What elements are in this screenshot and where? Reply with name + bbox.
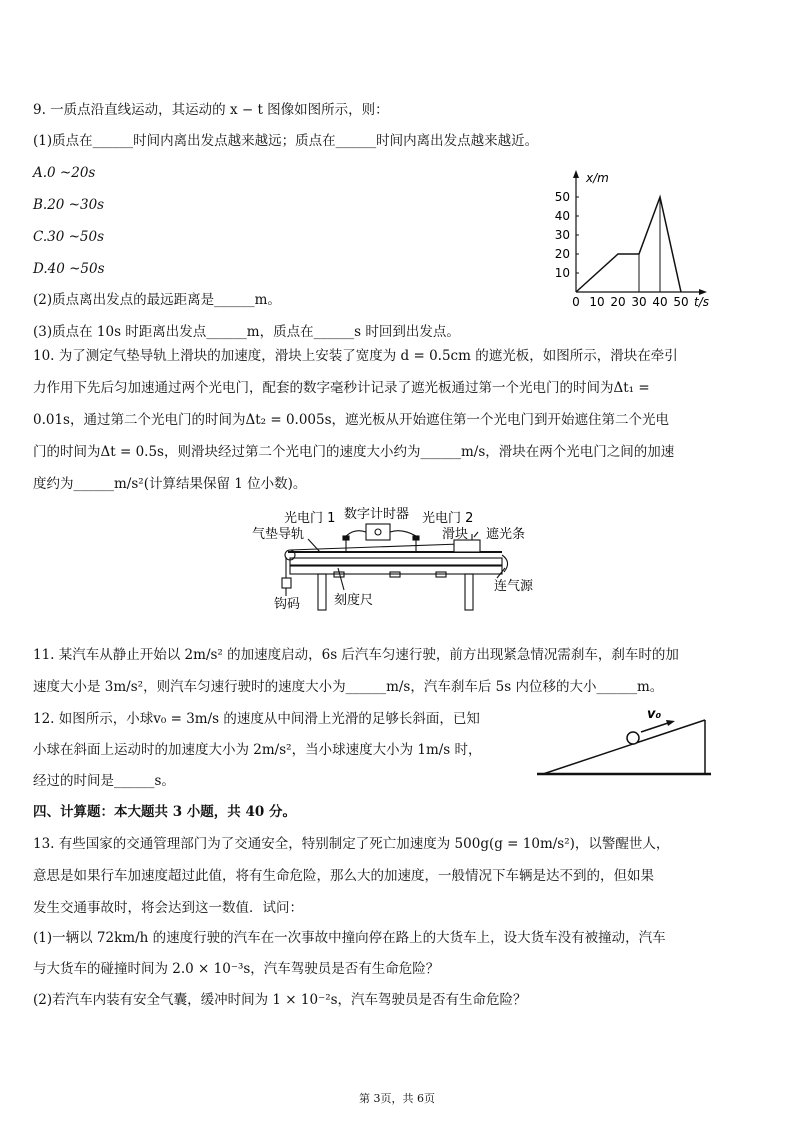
rail-label: 气垫导轨	[252, 527, 305, 542]
q9-option-b: B.20 ~30s	[33, 197, 105, 213]
q9-part1: (1)质点在______时间内离出发点越来越远；质点在______时间内离出发点越来越近。	[33, 133, 539, 149]
q10-line2: 力作用下先后匀加速通过两个光电门，配套的数字毫秒计记录了遮光板通过第一个光电门的时间为Δt₁ =	[33, 380, 650, 396]
q10-line1: 10. 为了测定气垫导轨上滑块的加速度，滑块上安装了宽度为 d = 0.5cm 的遮光板，如图所示，滑块在牵引	[33, 348, 678, 364]
q9-part2: (2)质点离出发点的最远距离是______m。	[33, 292, 281, 308]
q13-line6: (2)若汽车内装有安全气囊，缓冲时间为 1 × 10⁻²s，汽车驾驶员是否有生命危险？	[33, 992, 527, 1008]
y-tick-label: 40	[554, 209, 570, 223]
air-track-figure	[250, 506, 560, 616]
q12-line3: 经过的时间是______s。	[33, 773, 175, 789]
x-tick-label: 10	[589, 295, 605, 309]
q9-part3: (3)质点在 10s 时距离出发点______m，质点在______s 时回到出发点。	[33, 324, 460, 340]
y-tick-label: 50	[554, 190, 570, 204]
xt-series-line	[576, 197, 681, 292]
q13-line1: 13. 有些国家的交通管理部门为了交通安全，特别制定了死亡加速度为 500g(g = 10m/s²)，以警醒世人，	[33, 836, 670, 852]
q9-option-a: A.0 ~20s	[33, 165, 96, 181]
x-tick-label: 20	[610, 295, 626, 309]
q13-line3: 发生交通事故时，将会达到这一数值．试问：	[33, 900, 303, 916]
weight-label: 钩码	[274, 597, 301, 612]
slider-label: 滑块	[442, 527, 469, 542]
page-footer: 第 3页，共 6页	[359, 1092, 435, 1105]
timer-label: 数字计时器	[344, 507, 410, 522]
air-source-label: 连气源	[494, 579, 534, 594]
q10-line5: 度约为______m/s²(计算结果保留 1 位小数)。	[33, 476, 307, 492]
x-tick-label: 0	[572, 295, 580, 309]
y-tick-label: 20	[554, 247, 570, 261]
strip-label: 遮光条	[486, 527, 526, 542]
q12-line1: 12. 如图所示，小球v₀ = 3m/s 的速度从中间滑上光滑的足够长斜面，已知	[33, 711, 480, 727]
q13-line2: 意思是如果行车加速度超过此值，将有生命危险，那么大的加速度，一般情况下车辆是达不到的，但如果	[33, 868, 654, 884]
q9-option-c: C.30 ~50s	[33, 229, 105, 245]
q11-line2: 速度大小是 3m/s²，则汽车匀速行驶时的速度大小为______m/s，汽车刹车后 5s 内位移的大小______m。	[33, 679, 664, 695]
incline-figure	[535, 700, 715, 780]
q11-line1: 11. 某汽车从静止开始以 2m/s² 的加速度启动，6s 后汽车匀速行驶，前方出现紧急情况需刹车，刹车时的加	[33, 647, 679, 663]
xt-chart	[548, 168, 718, 328]
v0-label: v₀	[647, 707, 662, 722]
section4-heading: 四、计算题：本大题共 3 小题，共 40 分。	[33, 804, 296, 820]
q10-line4: 门的时间为Δt = 0.5s，则滑块经过第二个光电门的速度大小约为______m/s，滑块在两个光电门之间的加速	[33, 444, 675, 460]
x-tick-label: 50	[673, 295, 689, 309]
ruler-label: 刻度尺	[334, 593, 374, 608]
y-tick-label: 30	[554, 228, 570, 242]
q13-line5: 与大货车的碰撞时间为 2.0 × 10⁻³s，汽车驾驶员是否有生命危险？	[33, 961, 440, 977]
y-axis-label: x/m	[586, 171, 609, 185]
x-tick-label: 30	[631, 295, 647, 309]
gate1-label: 光电门 1	[284, 511, 336, 526]
q12-line2: 小球在斜面上运动时的加速度大小为 2m/s²，当小球速度大小为 1m/s 时，	[33, 742, 482, 758]
q9-option-d: D.40 ~50s	[33, 261, 105, 277]
x-axis-label: t/s	[694, 295, 709, 309]
gate2-label: 光电门 2	[422, 511, 474, 526]
y-tick-label: 10	[554, 266, 570, 280]
q10-line3: 0.01s，通过第二个光电门的时间为Δt₂ = 0.005s，遮光板从开始遮住第一个光电门到开始遮住第二个光电	[33, 412, 670, 428]
x-tick-label: 40	[652, 295, 668, 309]
q9-stem: 9. 一质点沿直线运动，其运动的 x − t 图像如图所示，则：	[33, 102, 389, 118]
q13-line4: (1)一辆以 72km/h 的速度行驶的汽车在一次事故中撞向停在路上的大货车上，设大货车没有被撞动，汽车	[33, 930, 666, 946]
